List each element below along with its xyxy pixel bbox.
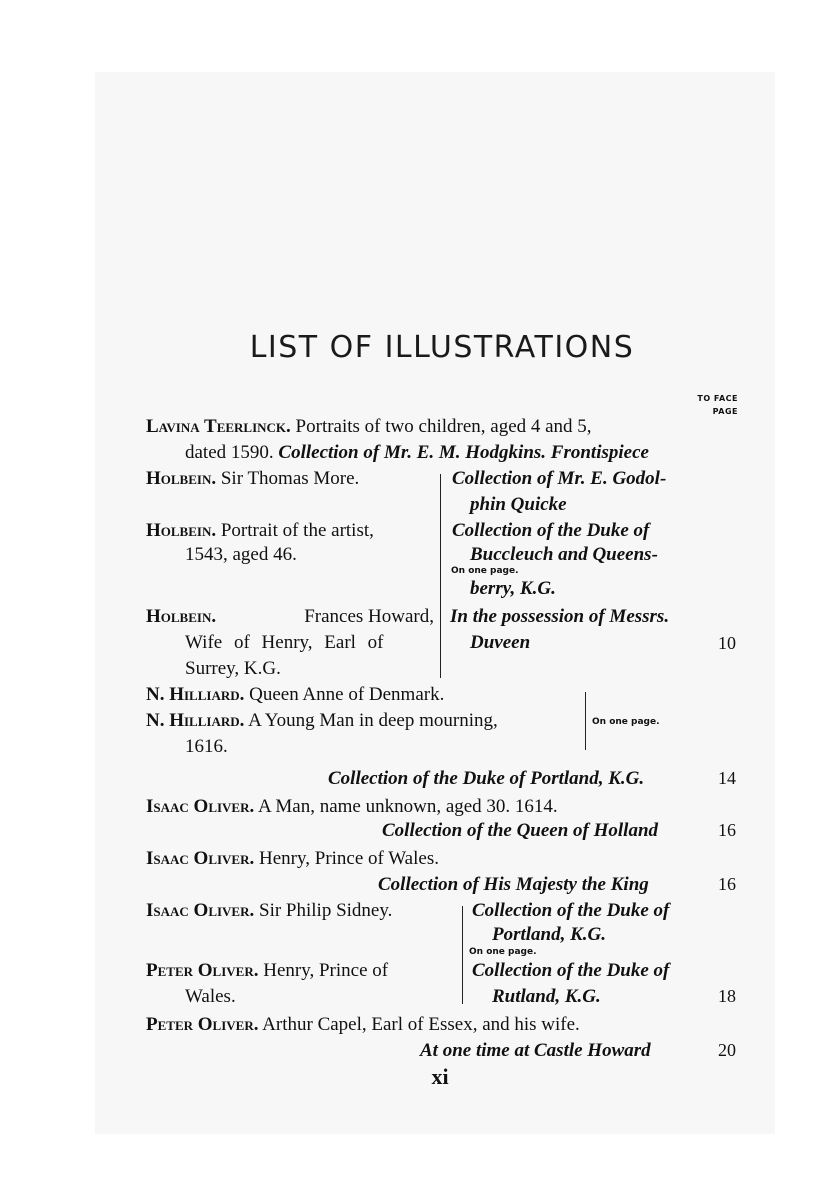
entry-oliver-henry — [146, 846, 439, 872]
collection-line: At one time at Castle Howard — [420, 1040, 651, 1061]
entry-oliver-sidney — [146, 898, 392, 924]
collection-line: phin Quicke — [470, 494, 567, 515]
on-one-page-note: On one page. — [592, 717, 660, 727]
to-face-label: TO FACE — [697, 394, 738, 403]
artist-name: Holbein. — [146, 468, 217, 489]
collection-line: Duveen — [470, 632, 531, 653]
entry-teerlinck-line1 — [146, 414, 592, 440]
page-number-ref: 20 — [718, 1040, 736, 1060]
grouping-brace — [460, 906, 463, 1004]
artist-name: Isaac Oliver. — [146, 900, 255, 921]
collection-line: Collection of the Duke of — [452, 520, 650, 541]
to-face-page-header — [678, 392, 738, 418]
illustration-title-cont: 1616. — [185, 736, 228, 757]
page-reference: Frontispiece — [550, 442, 649, 463]
artist-name: Peter Oliver. — [146, 1014, 259, 1035]
illustration-title: Henry, Prince of — [263, 960, 389, 981]
page-title: LIST OF ILLUSTRATIONS — [249, 330, 635, 365]
page-number-ref: 14 — [718, 768, 736, 788]
title-words: Wife of Henry, Earl of — [185, 632, 384, 653]
grouping-brace — [438, 474, 441, 678]
collection-line: Collection of the Duke of — [472, 900, 670, 921]
on-one-page-note: On one page. — [451, 566, 519, 576]
collection-line: berry, K.G. — [470, 578, 556, 599]
collection-line: Collection of the Queen of Holland — [382, 820, 659, 841]
collection-line: In the possession of Messrs. — [450, 606, 670, 627]
on-one-page-note: On one page. — [469, 947, 537, 957]
illustration-title: Portrait of the artist, — [220, 520, 374, 541]
artist-name: Holbein. — [146, 520, 217, 541]
artist-name: N. Hilliard. — [146, 684, 245, 705]
collection-line: Collection of Mr. E. Godol- — [452, 468, 667, 489]
collection-line: Collection of the Duke of — [472, 960, 670, 981]
illustration-title-cont — [185, 630, 434, 656]
artist-name: Peter Oliver. — [146, 960, 259, 981]
illustration-title: Arthur Capel, Earl of Essex, and his wife. — [262, 1014, 580, 1035]
artist-name: Isaac Oliver. — [146, 848, 255, 869]
artist-name: Lavina Teerlinck. — [146, 416, 291, 437]
entry-holbein-self — [146, 518, 374, 544]
illustration-title: Queen Anne of Denmark. — [249, 684, 445, 705]
illustration-title: Portraits of two children, aged 4 and 5, — [295, 416, 592, 437]
illustration-date: dated 1590. — [185, 442, 274, 463]
illustration-title: A Young Man in deep mourning, — [248, 710, 498, 731]
illustration-title: Henry, Prince of Wales. — [259, 848, 439, 869]
artist-name: Holbein. — [146, 606, 217, 627]
collection-line: Collection of His Majesty the King — [378, 874, 649, 895]
entry-hilliard-anne — [146, 682, 444, 708]
illustration-title-cont: Wales. — [185, 986, 236, 1007]
entry-peter-capel — [146, 1012, 580, 1038]
entry-teerlinck-line2 — [185, 440, 649, 466]
artist-name: N. Hilliard. — [146, 710, 245, 731]
page-number-ref: 16 — [718, 874, 736, 894]
illustration-title-cont: 1543, aged 46. — [185, 544, 297, 565]
collection-name: Collection of Mr. E. M. Hodgkins. — [278, 442, 547, 463]
artist-name: Isaac Oliver. — [146, 796, 255, 817]
illustration-title: Frances Howard, — [304, 606, 434, 627]
collection-line: Collection of the Duke of Portland, K.G. — [328, 768, 645, 789]
illustration-title: Sir Philip Sidney. — [259, 900, 393, 921]
grouping-brace — [583, 692, 586, 750]
illustration-title: A Man, name unknown, aged 30. 1614. — [257, 796, 558, 817]
collection-line: Rutland, K.G. — [492, 986, 601, 1007]
illustration-title-cont: Surrey, K.G. — [185, 658, 281, 679]
entry-holbein-howard — [146, 604, 434, 630]
collection-line: Buccleuch and Queens- — [470, 544, 658, 565]
page-number: xi — [431, 1064, 449, 1089]
entry-hilliard-mourning — [146, 708, 498, 734]
collection-line: Portland, K.G. — [492, 924, 607, 945]
page-number-ref: 10 — [718, 633, 736, 653]
entry-holbein-more — [146, 466, 359, 492]
page-number-ref: 16 — [718, 820, 736, 840]
entry-oliver-man — [146, 794, 558, 820]
entry-peter-henry — [146, 958, 388, 984]
page-number-ref: 18 — [718, 986, 736, 1006]
illustration-title: Sir Thomas More. — [220, 468, 360, 489]
page-label: PAGE — [712, 407, 738, 416]
title-row — [146, 604, 434, 630]
